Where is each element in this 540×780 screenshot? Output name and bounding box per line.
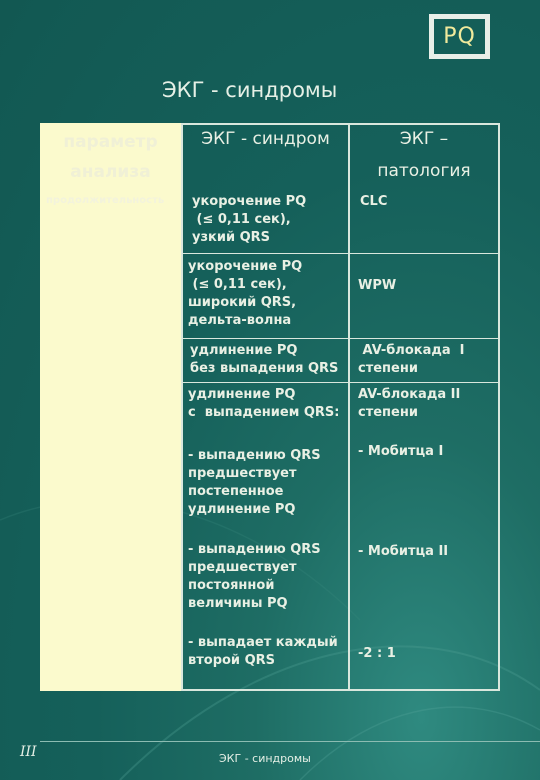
syndrome-table (40, 123, 500, 691)
footer-title: ЭКГ - синдромы (219, 752, 311, 765)
syndrome-cell: - выпадает каждый второй QRS (188, 635, 338, 668)
row-divider (181, 382, 500, 383)
pathology-cell: AV-блокада II степени (358, 387, 461, 420)
pathology-cell: CLC (360, 194, 388, 209)
row-divider (181, 338, 500, 339)
syndrome-cell: укорочение PQ (≤ 0,11 сек), узкий QRS (192, 194, 307, 245)
syndrome-cell: - выпадению QRS предшествует постепенное удлинение PQ (188, 448, 321, 517)
pathology-header: ЭКГ – патология (377, 129, 471, 181)
syndrome-cell: удлинение PQ без выпадения QRS (190, 343, 339, 376)
pathology-cell: WPW (358, 278, 397, 293)
footer-divider (40, 741, 540, 742)
pathology-cell: - Мобитца II (358, 544, 449, 559)
table-right-border (498, 123, 500, 691)
table-bottom-border (181, 689, 500, 691)
slide-title: ЭКГ - синдромы (162, 78, 338, 102)
column-divider (348, 123, 350, 691)
syndrome-cell: удлинение PQ с выпадением QRS: (188, 387, 340, 420)
syndrome-header: ЭКГ - синдром (201, 129, 330, 149)
syndrome-cell: укорочение PQ (≤ 0,11 сек), широкий QRS, дельта-волна (188, 259, 303, 328)
pq-badge (429, 14, 490, 59)
pathology-cell: AV-блокада I степени (358, 343, 465, 376)
row-divider (181, 253, 500, 254)
param-column (40, 123, 181, 691)
pathology-cell: - Мобитца I (358, 444, 444, 459)
pq-badge-label: PQ (443, 24, 476, 49)
syndrome-cell: - выпадению QRS предшествует постоянной величины PQ (188, 542, 321, 611)
param-header: параметр анализа (63, 132, 158, 182)
param-value: продолжительность (46, 195, 165, 206)
footer-section-number: III (20, 744, 37, 760)
column-divider (181, 123, 183, 691)
pathology-cell: -2 : 1 (358, 646, 396, 661)
